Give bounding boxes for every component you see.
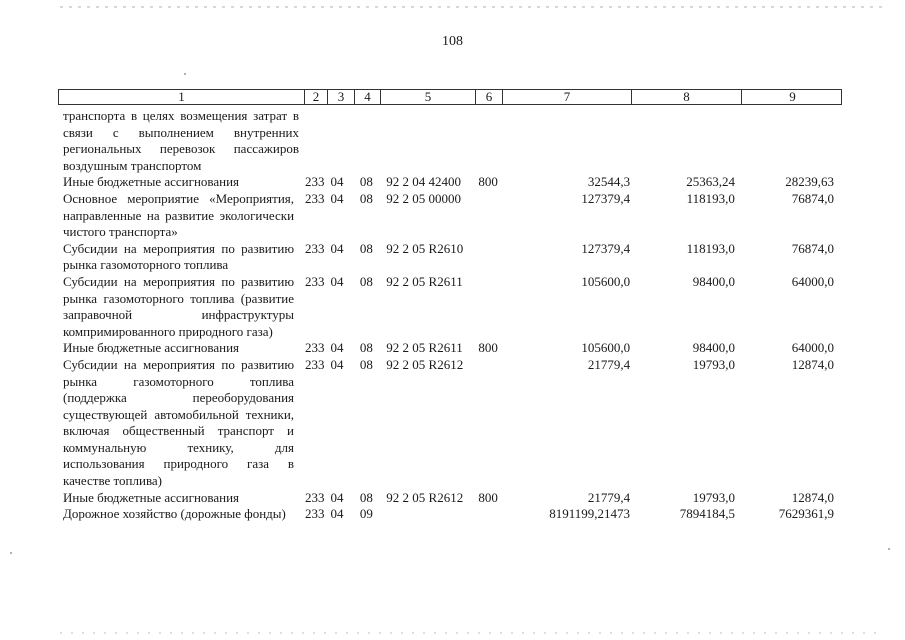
row-name: Иные бюджетные ассигнования	[63, 340, 240, 356]
cell-ministry: 233	[305, 240, 325, 256]
cell-target-article: 92 2 05 R2612	[386, 489, 464, 505]
cell-section: 04	[330, 190, 344, 206]
cell-target-article: 92 2 04 42400	[386, 174, 462, 190]
scan-artifact-bottom	[60, 632, 885, 634]
cell-section: 04	[330, 174, 344, 190]
cell-amount-1: 105600,0	[581, 273, 631, 289]
table-row	[63, 506, 843, 523]
cell-target-article: 92 2 05 R2610	[386, 240, 464, 256]
cell-amount-1: 8191199,21473	[549, 506, 631, 522]
cell-section: 04	[330, 240, 344, 256]
table-row	[63, 490, 843, 507]
cell-subsection: 09	[359, 506, 373, 522]
row-name: Основное мероприятие «Мероприятия, направленные на развитие экологически чистого транспорта»	[63, 190, 295, 240]
cell-target-article: 92 2 05 R2611	[386, 273, 463, 289]
cell-subsection: 08	[359, 240, 373, 256]
cell-section: 04	[330, 356, 344, 372]
table-header	[58, 89, 842, 105]
cell-target-article: 92 2 05 R2612	[386, 356, 464, 372]
cell-amount-3: 7629361,9	[778, 506, 835, 522]
cell-amount-3: 64000,0	[791, 273, 835, 289]
cell-amount-3: 12874,0	[791, 356, 835, 372]
header-col-7: 7	[502, 90, 631, 104]
cell-amount-3: 76874,0	[791, 190, 835, 206]
cell-amount-2: 19793,0	[692, 356, 735, 372]
table-row	[63, 340, 843, 357]
cell-section: 04	[330, 340, 344, 356]
row-name: Иные бюджетные ассигнования	[63, 489, 240, 505]
row-name: Субсидии на мероприятия по развитию рынка газомоторного топлива (поддержка переоборудования существующей автомобильной техники, включая общественный транспорт и коммунальную технику, для использования природного газа в качестве топлива)	[63, 356, 295, 489]
header-col-3: 3	[327, 90, 354, 104]
cell-section: 04	[330, 506, 344, 522]
cell-subsection: 08	[359, 273, 373, 289]
header-col-8: 8	[631, 90, 741, 104]
cell-amount-3: 28239,63	[785, 174, 835, 190]
header-col-9: 9	[741, 90, 843, 104]
cell-ministry: 233	[305, 273, 325, 289]
cell-subsection: 08	[359, 356, 373, 372]
cell-amount-1: 127379,4	[581, 240, 631, 256]
header-col-4: 4	[354, 90, 380, 104]
row-name: Субсидии на мероприятия по развитию рынка газомоторного топлива	[63, 240, 295, 273]
cell-target-article: 92 2 05 R2611	[386, 340, 463, 356]
cell-amount-2: 98400,0	[692, 340, 735, 356]
row-name: транспорта в целях возмещения затрат в связи с выполнением внутренних региональных перевозок пассажиров воздушным транспортом	[63, 108, 299, 173]
scan-speck	[10, 552, 12, 554]
header-col-2: 2	[304, 90, 327, 104]
cell-expense-type: 800	[478, 174, 498, 190]
cell-amount-1: 127379,4	[581, 190, 631, 206]
cell-expense-type: 800	[478, 489, 498, 505]
cell-amount-2: 25363,24	[686, 174, 735, 190]
cell-subsection: 08	[359, 340, 373, 356]
cell-amount-1: 105600,0	[581, 340, 631, 356]
cell-amount-3: 76874,0	[791, 240, 835, 256]
table-body	[63, 108, 843, 523]
scan-speck	[184, 73, 186, 75]
cell-amount-1: 32544,3	[587, 174, 631, 190]
table-row	[63, 274, 843, 340]
scan-artifact-top	[60, 6, 885, 8]
cell-amount-2: 118193,0	[686, 190, 735, 206]
cell-ministry: 233	[305, 190, 325, 206]
cell-subsection: 08	[359, 174, 373, 190]
scan-speck	[888, 548, 890, 550]
cell-ministry: 233	[305, 489, 325, 505]
cell-amount-3: 64000,0	[791, 340, 835, 356]
row-name: Иные бюджетные ассигнования	[63, 174, 240, 190]
cell-amount-2: 7894184,5	[679, 506, 735, 522]
cell-amount-1: 21779,4	[587, 356, 631, 372]
row-name: Дорожное хозяйство (дорожные фонды)	[63, 506, 286, 522]
cell-subsection: 08	[359, 190, 373, 206]
cell-expense-type: 800	[478, 340, 498, 356]
cell-target-article: 92 2 05 00000	[386, 190, 462, 206]
cell-amount-2: 98400,0	[692, 273, 735, 289]
table-row	[63, 241, 843, 274]
cell-ministry: 233	[305, 356, 325, 372]
cell-section: 04	[330, 273, 344, 289]
table-row	[63, 108, 843, 174]
table-row	[63, 174, 843, 191]
cell-amount-3: 12874,0	[791, 489, 835, 505]
cell-amount-2: 118193,0	[686, 240, 735, 256]
header-col-1: 1	[178, 89, 185, 104]
table-row	[63, 357, 843, 490]
cell-ministry: 233	[305, 506, 325, 522]
header-col-5: 5	[380, 90, 475, 104]
cell-ministry: 233	[305, 174, 325, 190]
table-row	[63, 191, 843, 241]
cell-ministry: 233	[305, 340, 325, 356]
cell-subsection: 08	[359, 489, 373, 505]
cell-section: 04	[330, 489, 344, 505]
page-number: 108	[442, 34, 463, 49]
row-name: Субсидии на мероприятия по развитию рынка газомоторного топлива (развитие заправочной инфраструктуры компримированного природного газа)	[63, 273, 295, 339]
header-col-6: 6	[475, 90, 502, 104]
cell-amount-2: 19793,0	[692, 489, 735, 505]
cell-amount-1: 21779,4	[587, 489, 631, 505]
